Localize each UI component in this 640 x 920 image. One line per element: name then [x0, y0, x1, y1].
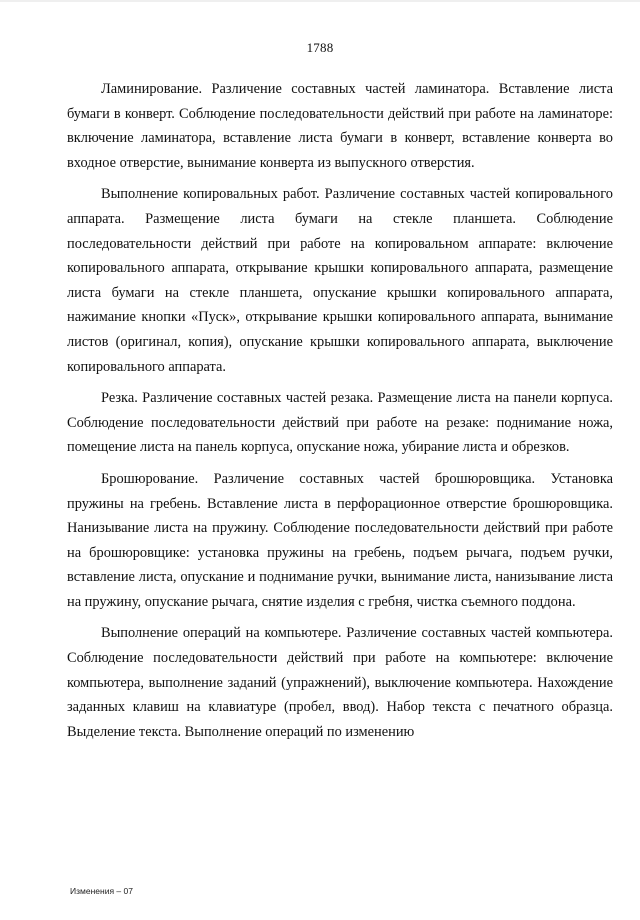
paragraph-copying: Выполнение копировальных работ. Различение составных частей копировального аппарата. Размещение листа бумаги на стекле планшета. Соблюдение последовательности действий при работе на копировальном аппарате: включение копировального аппарата, открывание крышки копировального аппарата, размещение листа бумаги на стекле планшета, опускание крышки копировального аппарата, нажимание кнопки «Пуск», открывание крышки копировального аппарата, вынимание листов (оригинал, копия), опускание крышки копировального аппарата, выключение копировального аппарата. [67, 186, 613, 375]
paragraph-laminating: Ламинирование. Различение составных частей ламинатора. Вставление листа бумаги в конверт. Соблюдение последовательности действий при работе на ламинаторе: включение ламинатора, вставление листа бумаги в конверт, вставление конверта во входное отверстие, вынимание конверта из выпускного отверстия. [67, 81, 613, 171]
footer-note: Изменения – 07 [70, 886, 133, 896]
body-text [67, 77, 613, 744]
scan-edge [0, 0, 640, 2]
paragraph-cutting: Резка. Различение составных частей резака. Размещение листа на панели корпуса. Соблюдение последовательности действий при работе на резаке: поднимание ножа, помещение листа на панель корпуса, опускание ножа, убирание листа и обрезков. [67, 390, 613, 456]
paragraph-binding: Брошюрование. Различение составных частей брошюровщика. Установка пружины на гребень. Вставление листа в перфорационное отверстие брошюровщика. Нанизывание листа на пружину. Соблюдение последовательности действий при работе на брошюровщике: установка пружины на гребень, подъем рычага, подъем ручки, вставление листа, опускание и поднимание ручки, вынимание листа, нанизывание листа на пружину, опускание рычага, снятие изделия с гребня, чистка съемного поддона. [67, 470, 613, 610]
page-number: 1788 [306, 40, 334, 55]
paragraph-computer: Выполнение операций на компьютере. Различение составных частей компьютера. Соблюдение последовательности действий при работе на компьютере: включение компьютера, выполнение заданий (упражнений), выключение компьютера. Нахождение заданных клавиш на клавиатуре (пробел, ввод). Набор текста с печатного образца. Выделение текста. Выполнение операций по изменению [67, 625, 613, 740]
